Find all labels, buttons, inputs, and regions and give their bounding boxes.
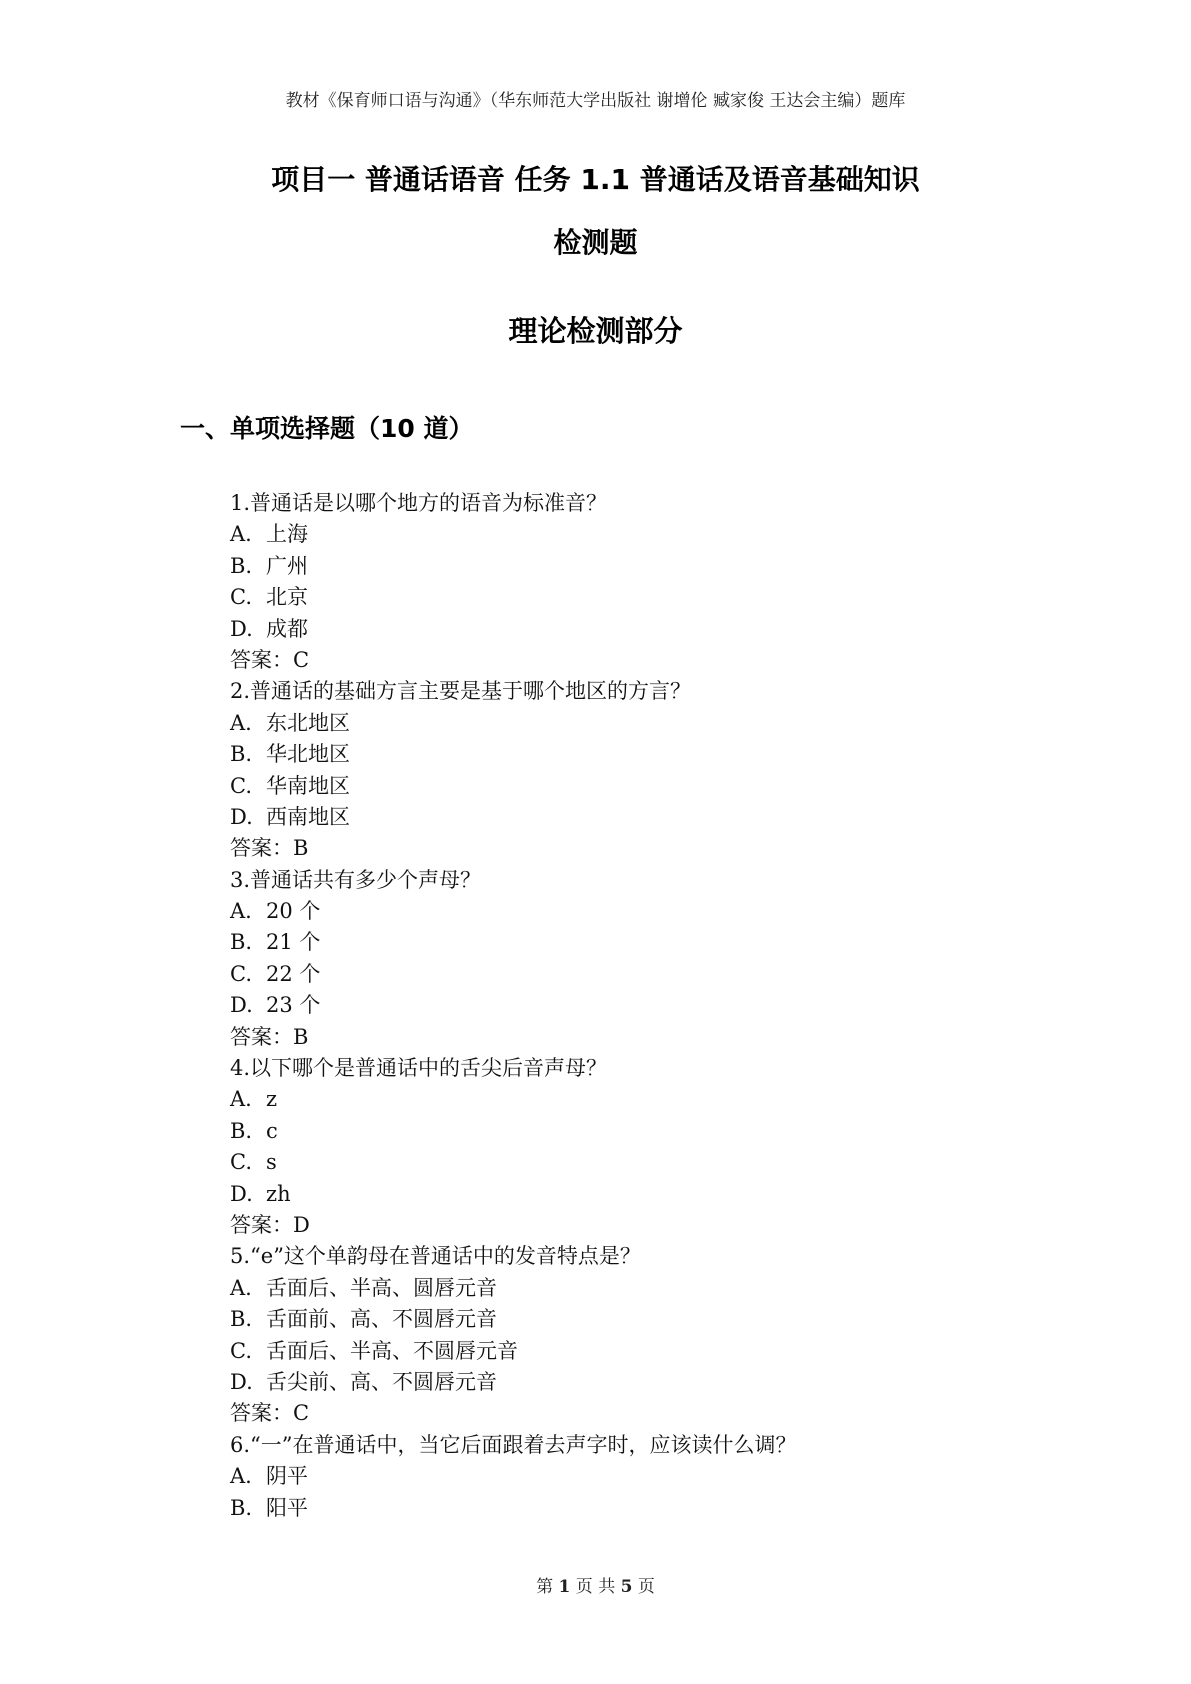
answer-value: B [293, 836, 309, 861]
option-text: c [266, 1118, 278, 1143]
option-letter: B. [230, 553, 253, 578]
option-text: 北京 [266, 585, 308, 610]
option-letter: D. [230, 1181, 253, 1206]
document-title-line-2: 检测题 [553, 226, 638, 259]
question-text: 4.以下哪个是普通话中的舌尖后音声母？ [230, 1056, 608, 1081]
option-letter: A. [230, 899, 252, 924]
page-number: 1 [558, 1577, 571, 1597]
question-text: 1.普通话是以哪个地方的语音为标准音？ [230, 491, 608, 515]
answer-option [230, 990, 1130, 1021]
answer-label: 答案： [230, 1024, 293, 1049]
option-text: 阳平 [266, 1495, 308, 1520]
option-letter: D. [230, 804, 253, 829]
option-letter: D. [230, 1369, 253, 1394]
answer-option [230, 1147, 1130, 1178]
answer-line [230, 1210, 1130, 1241]
option-text: s [266, 1150, 277, 1175]
question-text: 6.“一”在普通话中，当它后面跟着去声字时，应该读什么调？ [230, 1432, 797, 1457]
answer-option [230, 1084, 1130, 1115]
option-text: 舌尖前、高、不圆唇元音 [266, 1369, 497, 1394]
footer-middle: 页 共 [575, 1577, 616, 1597]
question-text: 3.普通话共有多少个声母？ [230, 867, 482, 892]
answer-option [230, 927, 1130, 958]
answer-option [230, 959, 1130, 990]
answer-option [230, 1116, 1130, 1147]
option-letter: A. [230, 522, 252, 547]
answer-value: B [293, 1024, 309, 1049]
answer-line [230, 833, 1130, 864]
question-text: 5.“e”这个单韵母在普通话中的发音特点是？ [230, 1244, 641, 1269]
option-letter: D. [230, 616, 253, 641]
option-text: 上海 [266, 522, 308, 547]
option-letter: B. [230, 1495, 253, 1520]
option-letter: A. [230, 1275, 252, 1300]
option-text: 20 个 [266, 899, 321, 924]
option-letter: C. [230, 961, 252, 986]
answer-label: 答案： [230, 1212, 293, 1237]
part-title: 理论检测部分 [508, 314, 683, 348]
answer-option [230, 1461, 1130, 1492]
option-text: 华北地区 [266, 742, 350, 767]
answer-value: C [293, 647, 310, 672]
option-letter: A. [230, 1464, 252, 1489]
question-text: 2.普通话的基础方言主要是基于哪个地区的方言？ [230, 679, 692, 704]
answer-line [230, 1398, 1130, 1429]
option-text: 21 个 [266, 930, 321, 955]
option-text: 东北地区 [266, 710, 350, 735]
page-footer [0, 1572, 1191, 1597]
answer-option [230, 582, 1130, 613]
option-letter: B. [230, 1307, 253, 1332]
answer-option [230, 1273, 1130, 1304]
answer-line [230, 645, 1130, 676]
answer-label: 答案： [230, 647, 293, 672]
option-text: 阴平 [266, 1464, 308, 1489]
option-letter: C. [230, 773, 252, 798]
answer-value: C [293, 1401, 310, 1426]
answer-option [230, 551, 1130, 582]
option-text: 23 个 [266, 993, 321, 1018]
option-letter: C. [230, 1338, 252, 1363]
option-letter: C. [230, 1150, 252, 1175]
option-text: 舌面后、半高、不圆唇元音 [266, 1338, 518, 1363]
option-text: 舌面前、高、不圆唇元音 [266, 1307, 497, 1332]
answer-option [230, 708, 1130, 739]
footer-suffix: 页 [637, 1577, 655, 1597]
answer-label: 答案： [230, 1401, 293, 1426]
option-letter: C. [230, 585, 252, 610]
section-title: 一、单项选择题（10 道） [180, 414, 474, 443]
option-letter: B. [230, 930, 253, 955]
footer-prefix: 第 [536, 1577, 554, 1597]
option-text: 22 个 [266, 961, 321, 986]
answer-option [230, 771, 1130, 802]
document-title-line-1: 项目一 普通话语音 任务 1.1 普通话及语音基础知识 [271, 163, 920, 196]
option-text: 成都 [266, 616, 308, 641]
page-header: 教材《保育师口语与沟通》（华东师范大学出版社 谢增伦 臧家俊 王达会主编）题库 [285, 91, 906, 111]
page-total: 5 [620, 1577, 633, 1597]
answer-value: D [293, 1212, 310, 1237]
option-letter: A. [230, 1087, 252, 1112]
option-letter: A. [230, 710, 252, 735]
answer-option [230, 1304, 1130, 1335]
answer-option [230, 1367, 1130, 1398]
option-text: 舌面后、半高、圆唇元音 [266, 1275, 497, 1300]
option-letter: B. [230, 1118, 253, 1143]
option-letter: D. [230, 993, 253, 1018]
answer-label: 答案： [230, 836, 293, 861]
answer-option [230, 614, 1130, 645]
answer-option [230, 1179, 1130, 1210]
option-text: zh [266, 1181, 291, 1206]
option-text: 西南地区 [266, 804, 350, 829]
option-text: 广州 [266, 553, 308, 578]
answer-option [230, 519, 1130, 550]
question-list [230, 488, 1130, 1524]
answer-line [230, 1022, 1130, 1053]
option-letter: B. [230, 742, 253, 767]
answer-option [230, 739, 1130, 770]
option-text: 华南地区 [266, 773, 350, 798]
answer-option [230, 802, 1130, 833]
answer-option [230, 896, 1130, 927]
option-text: z [266, 1087, 278, 1112]
answer-option [230, 1493, 1130, 1524]
answer-option [230, 1336, 1130, 1367]
